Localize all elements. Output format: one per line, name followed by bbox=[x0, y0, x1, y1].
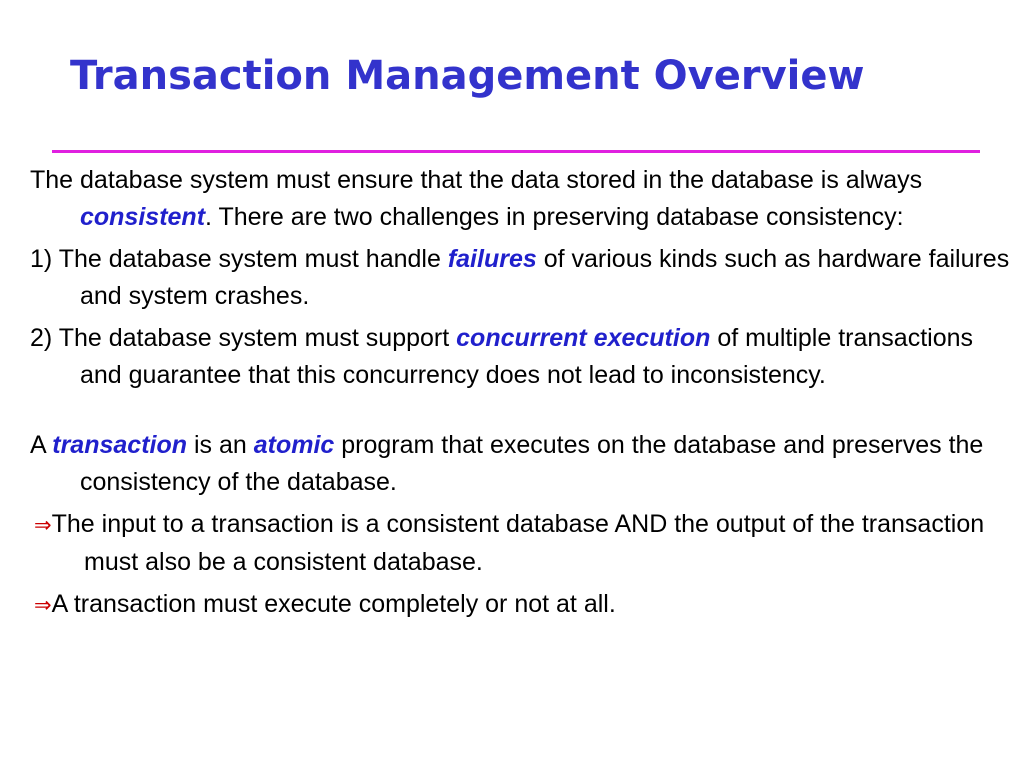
text-segment: A transaction must execute completely or not at all. bbox=[51, 590, 616, 618]
slide-title: Transaction Management Overview bbox=[70, 53, 865, 99]
text-segment: The database system must ensure that the data stored in the database is always bbox=[30, 166, 923, 194]
emphasis-concurrent-execution: concurrent execution bbox=[456, 324, 711, 352]
emphasis-transaction: transaction bbox=[52, 431, 188, 459]
implies-arrow-icon: ⇒ bbox=[34, 593, 52, 617]
emphasis-consistent: consistent bbox=[80, 203, 206, 231]
paragraph-transaction-definition bbox=[30, 427, 1015, 501]
bullet-atomic-execution bbox=[34, 586, 1015, 624]
text-segment: is an bbox=[187, 431, 254, 459]
text-segment: . There are two challenges in preserving database consistency: bbox=[205, 203, 904, 231]
implies-arrow-icon: ⇒ bbox=[34, 513, 52, 537]
paragraph-consistency-intro bbox=[30, 162, 1015, 236]
text-segment: of multiple transactions and guarantee that this concurrency does not lead to inconsistency. bbox=[80, 324, 973, 389]
slide-body bbox=[30, 162, 1015, 629]
text-segment: 1) The database system must handle bbox=[30, 245, 448, 273]
paragraph-challenge-failures bbox=[30, 241, 1015, 315]
paragraph-challenge-concurrency bbox=[30, 320, 1015, 394]
text-segment: A bbox=[30, 431, 53, 459]
title-underline-divider bbox=[52, 150, 980, 153]
bullet-consistent-input-output bbox=[34, 506, 1015, 581]
text-segment: of various kinds such as hardware failures and system crashes. bbox=[80, 245, 1010, 310]
emphasis-failures: failures bbox=[447, 245, 537, 273]
text-segment: program that executes on the database and preserves the consistency of the database. bbox=[80, 431, 984, 496]
text-segment: 2) The database system must support bbox=[30, 324, 457, 352]
emphasis-atomic: atomic bbox=[253, 431, 335, 459]
text-segment: The input to a transaction is a consistent database AND the output of the transaction must also be a consistent database. bbox=[51, 510, 985, 576]
